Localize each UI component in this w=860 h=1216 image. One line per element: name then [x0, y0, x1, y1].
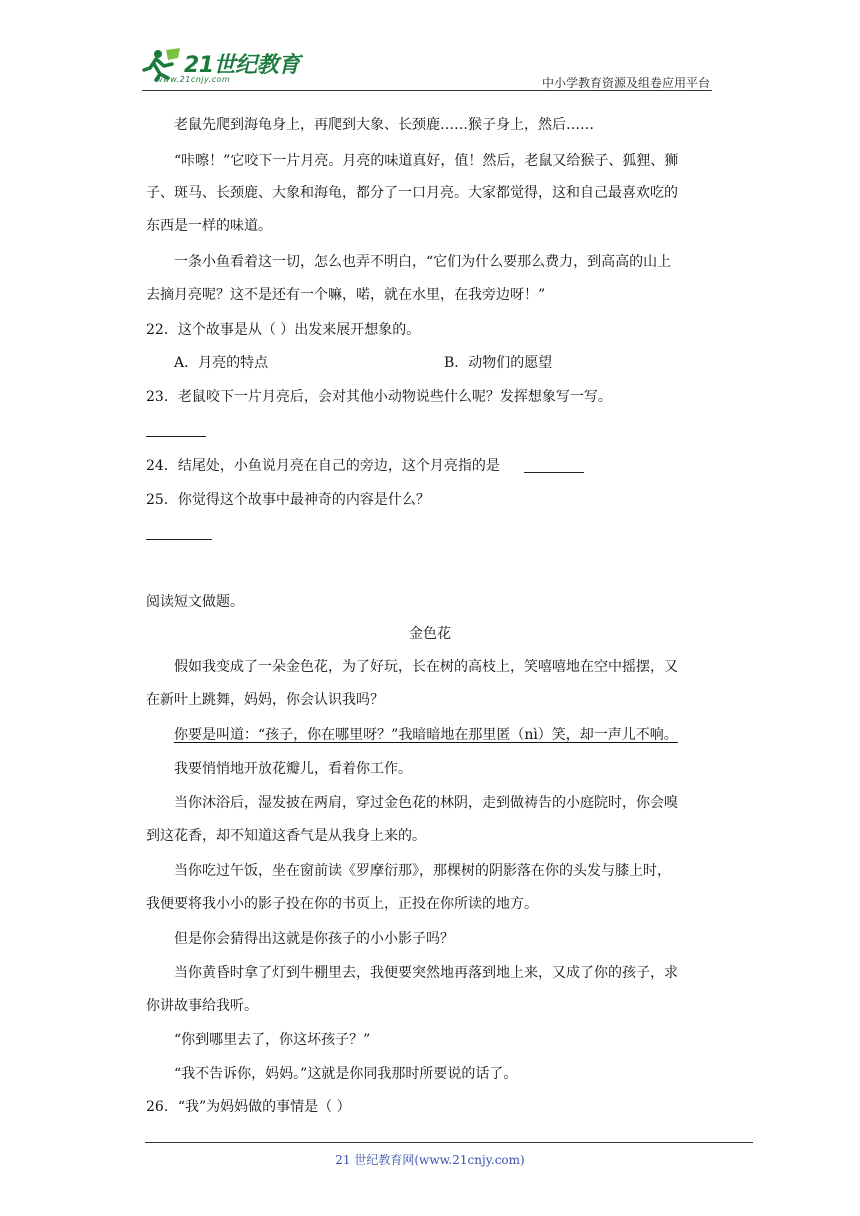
q22-option-a: A．月亮的特点: [174, 355, 269, 371]
poem-line: 当你吃过午饭，坐在窗前读《罗摩衍那》，那棵树的阴影落在你的头发与膝上时，: [174, 863, 671, 879]
poem-line: 我要悄悄地开放花瓣儿，看着你工作。: [174, 761, 412, 777]
poem-line: 在新叶上跳舞，妈妈，你会认识我吗？: [146, 692, 384, 708]
question-25: 25．你觉得这个故事中最神奇的内容是什么？: [146, 492, 430, 508]
poem-line: 你讲故事给我听。: [146, 998, 258, 1014]
q24-answer-blank[interactable]: [524, 471, 584, 473]
page-footer[interactable]: 21 世纪教育网(www.21cnjy.com): [335, 1153, 525, 1167]
question-23: 23．老鼠咬下一片月亮后，会对其他小动物说些什么呢？发挥想象写一写。: [146, 389, 612, 405]
poem-line: 假如我变成了一朵金色花，为了好玩，长在树的高枝上，笑嘻嘻地在空中摇摆，又: [174, 659, 678, 675]
poem-line: 当你黄昏时拿了灯到牛棚里去，我便要突然地再落到地上来，又成了你的孩子，求: [174, 965, 678, 981]
platform-name: 中小学教育资源及组卷应用平台: [541, 76, 710, 90]
passage-line: 一条小鱼看着这一切，怎么也弄不明白，“它们为什么要那么费力，到高高的山上: [174, 254, 672, 270]
logo-text: 21世纪教育: [184, 53, 300, 78]
poem-line: 我便要将我小小的影子投在你的书页上，正投在你所读的地方。: [146, 896, 538, 912]
poem-line: “你到哪里去了，你这坏孩子？”: [174, 1032, 371, 1048]
poem-title: 金色花: [409, 626, 451, 642]
poem-line: “我不告诉你，妈妈。”这就是你同我那时所要说的话了。: [174, 1066, 518, 1082]
question-26: 26．“我”为妈妈做的事情是（ ）: [146, 1099, 351, 1115]
passage-line: “咔嚓！”它咬下一片月亮。月亮的味道真好，值！然后，老鼠又给猴子、狐狸、狮: [174, 153, 679, 169]
passage-line: 去摘月亮呢？这不是还有一个嘛，喏，就在水里，在我旁边呀！”: [146, 287, 546, 303]
q25-answer-blank[interactable]: [146, 538, 212, 540]
question-22: 22．这个故事是从（ ）出发来展开想象的。: [146, 322, 421, 338]
q22-option-b: B．动物们的愿望: [444, 355, 553, 371]
logo-url: www.21cnjy.com: [156, 75, 231, 84]
poem-line: 到这花香，却不知道这香气是从我身上来的。: [146, 828, 426, 844]
poem-line: 当你沐浴后，湿发披在两肩，穿过金色花的林阴，走到做祷告的小庭院时，你会嗅: [174, 795, 678, 811]
page-header: [142, 44, 712, 91]
question-24: 24．结尾处，小鱼说月亮在自己的旁边，这个月亮指的是: [146, 458, 500, 474]
passage-line: 子、斑马、长颈鹿、大象和海龟，都分了一口月亮。大家都觉得，这和自己最喜欢吃的: [146, 185, 678, 201]
passage-line: 老鼠先爬到海龟身上，再爬到大象、长颈鹿……猴子身上，然后……: [174, 117, 594, 133]
poem-line-underlined: 你要是叫道：“孩子，你在哪里呀？”我暗暗地在那里匿（nì）笑，却一声儿不响。: [174, 727, 678, 743]
footer-divider: [145, 1142, 753, 1143]
passage-line: 东西是一样的味道。: [146, 218, 272, 234]
poem-line: 但是你会猜得出这就是你孩子的小小影子吗？: [174, 931, 454, 947]
site-logo: [142, 44, 312, 88]
q23-answer-blank[interactable]: [146, 435, 206, 437]
section-intro: 阅读短文做题。: [146, 594, 244, 610]
